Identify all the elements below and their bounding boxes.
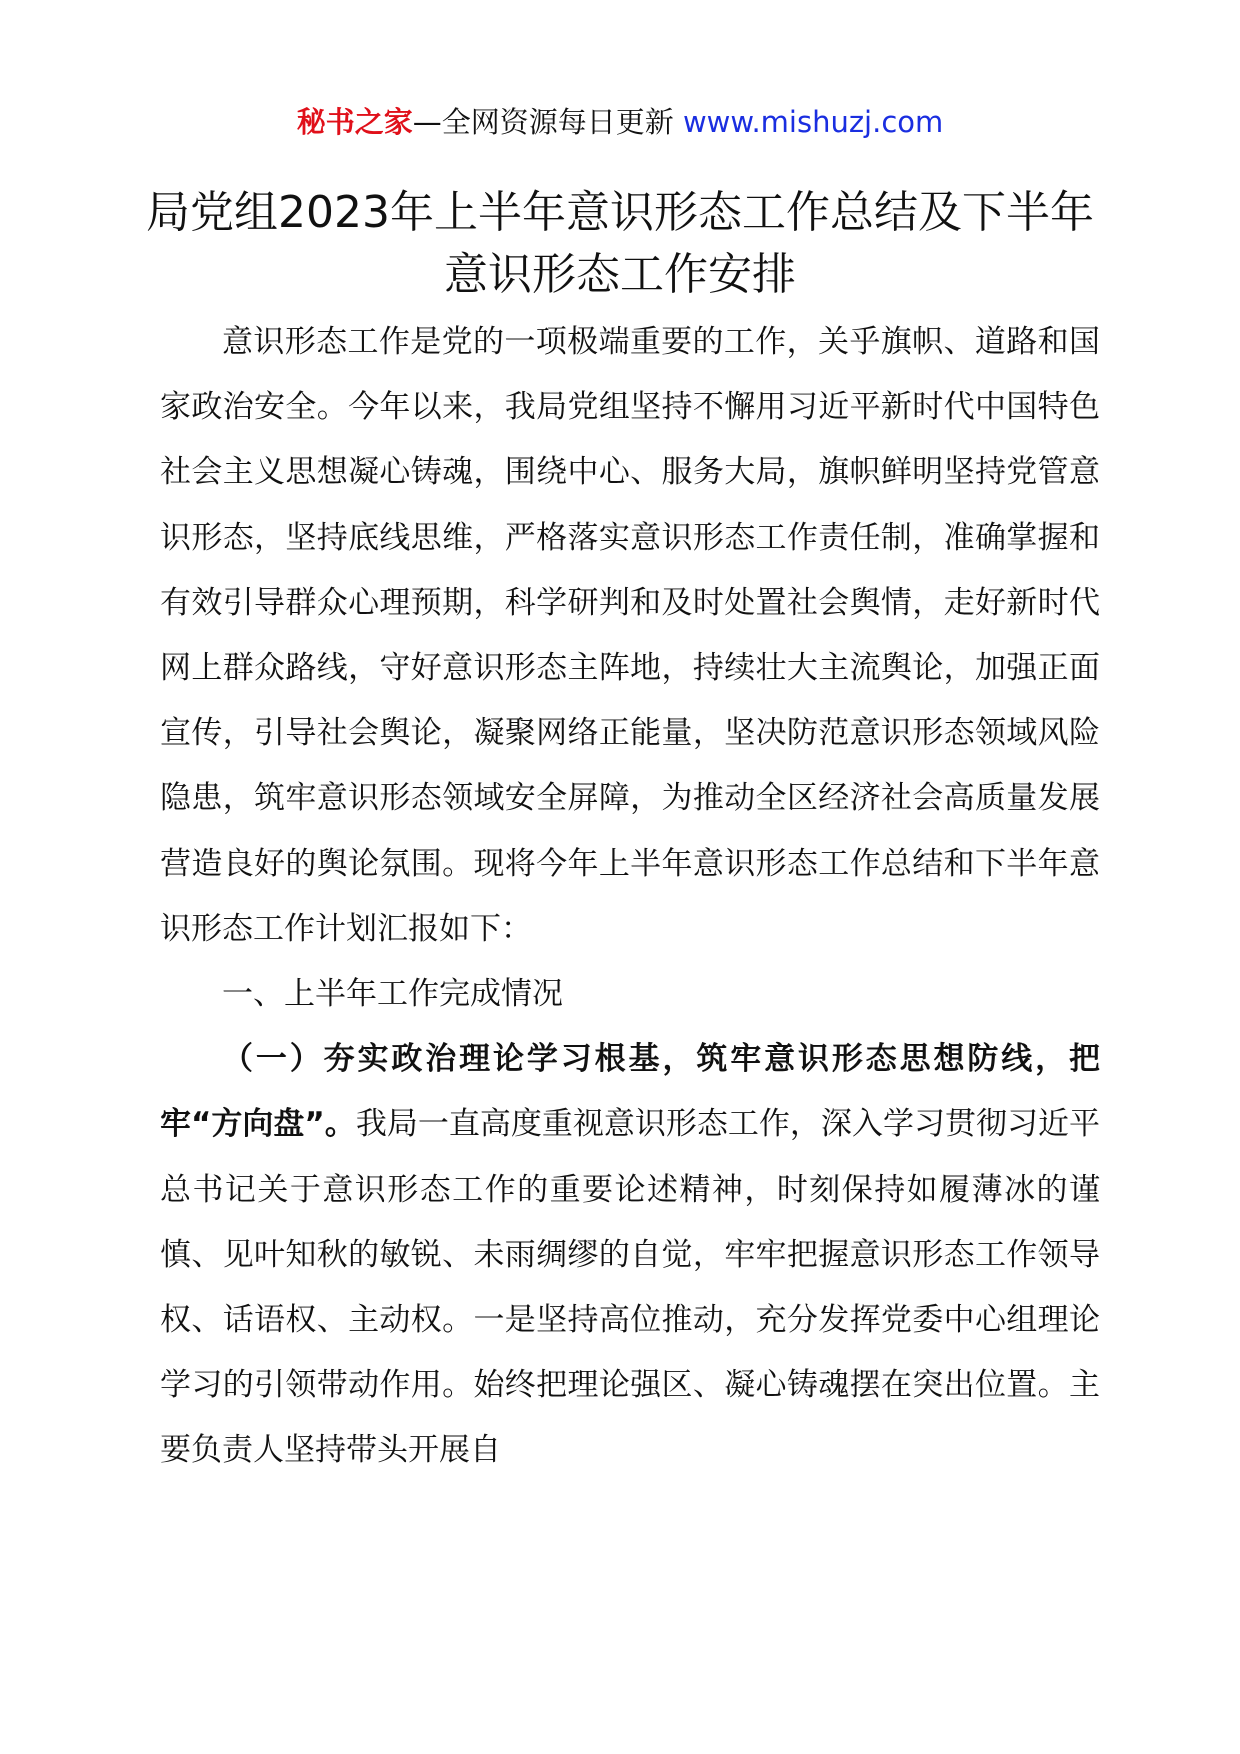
document-body — [160, 310, 1100, 1484]
subsection-paragraph — [160, 1027, 1100, 1483]
site-slogan: —全网资源每日更新 — [412, 105, 683, 139]
site-brand: 秘书之家 — [296, 105, 413, 139]
section-heading: 一、上半年工作完成情况 — [222, 976, 563, 1013]
intro-paragraph: 意识形态工作是党的一项极端重要的工作，关乎旗帜、道路和国家政治安全。今年以来，我局党组坚持不懈用习近平新时代中国特色社会主义思想凝心铸魂，围绕中心、服务大局，旗帜鲜明坚持党管意识形态，坚持底线思维，严格落实意识形态工作责任制，准确掌握和有效引导群众心理预期，科学研判和及时处置社会舆情，走好新时代网上群众路线，守好意识形态主阵地，持续壮大主流舆论，加强正面宣传，引导社会舆论，凝聚网络正能量，坚决防范意识形态领域风险隐患，筑牢意识形态领域安全屏障，为推动全区经济社会高质量发展营造良好的舆论氛围。现将今年上半年意识形态工作总结和下半年意识形态工作计划汇报如下： — [160, 324, 1100, 947]
site-url-link[interactable]: www.mishuzj.com — [682, 105, 944, 139]
subsection-heading: （一）夯实政治理论学习根基，筑牢意识形态思想防线，把牢“方向盘”。 — [160, 1041, 1100, 1143]
document-title: 局党组2023年上半年意识形态工作总结及下半年意识形态工作安排 — [146, 187, 1094, 300]
site-banner — [0, 100, 1240, 144]
subsection-body: 我局一直高度重视意识形态工作，深入学习贯彻习近平总书记关于意识形态工作的重要论述精神，时刻保持如履薄冰的谨慎、见叶知秋的敏锐、未雨绸缪的自觉，牢牢把握意识形态工作领导权、话语权、主动权。一是坚持高位推动，充分发挥党委中心组理论学习的引领带动作用。始终把理论强区、凝心铸魂摆在突出位置。主要负责人坚持带头开展自 — [160, 1106, 1101, 1469]
